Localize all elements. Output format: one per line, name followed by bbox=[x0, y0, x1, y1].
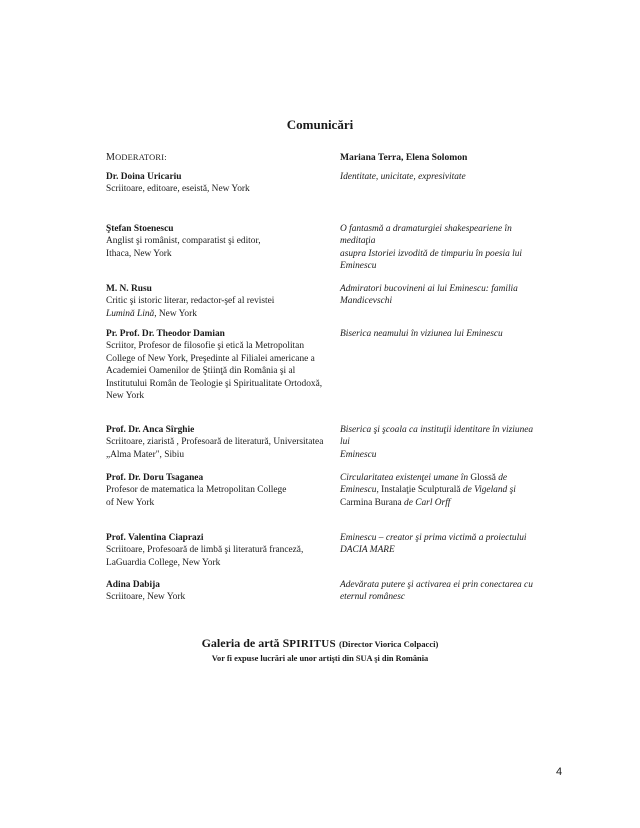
talk-title-line: Admiratori bucovineni ai lui Eminescu: familia bbox=[340, 284, 518, 294]
speaker-name: Dr. Doina Uricariu bbox=[106, 172, 182, 182]
page-number: 4 bbox=[556, 766, 563, 778]
gallery-brand-initial: S bbox=[282, 636, 290, 650]
speaker-ciaprazi bbox=[106, 532, 336, 569]
speaker-affiliation: Academiei Oamenilor de Ştiinţă din România şi al bbox=[106, 366, 296, 377]
speaker-affiliation: Scriitoare, ziaristă , Profesoară de literatură, Universitatea bbox=[106, 437, 324, 448]
talk-work-title: Instalaţie Sculpturală bbox=[381, 485, 461, 496]
talk-rusu bbox=[340, 283, 540, 308]
talk-damian bbox=[340, 328, 540, 340]
talk-title-line: asupra Istoriei izvodită de timpuriu în poesia lui bbox=[340, 248, 523, 259]
talk-text: de Vigeland şi bbox=[460, 485, 516, 496]
speaker-name: Prof. Dr. Anca Sîrghie bbox=[106, 425, 195, 435]
speaker-affiliation: Scriitoare, New York bbox=[106, 592, 186, 603]
talk-text: Circularitatea existenţei umane în bbox=[340, 473, 471, 483]
speaker-affiliation: Scriitoare, Profesoară de limbă şi literatură franceză, bbox=[106, 545, 304, 556]
speaker-affiliation: New York bbox=[106, 391, 145, 402]
talk-title-line: DACIA MARE bbox=[340, 545, 395, 556]
speaker-uricariu bbox=[106, 171, 336, 196]
speaker-affiliation: Ithaca, New York bbox=[106, 248, 172, 259]
speaker-rusu bbox=[106, 283, 336, 320]
moderators-label-rest: ODERATORI: bbox=[115, 153, 167, 162]
talk-uricariu bbox=[340, 171, 540, 183]
gallery-title bbox=[0, 636, 640, 651]
speaker-affiliation: of New York bbox=[106, 497, 155, 508]
talk-dabija bbox=[340, 579, 540, 604]
speaker-damian bbox=[106, 328, 338, 402]
gallery-title-text: Galeria de artă bbox=[201, 636, 283, 650]
speaker-stoenescu bbox=[106, 223, 336, 260]
moderators-names: Mariana Terra, Elena Solomon bbox=[340, 152, 468, 163]
talk-title-line: Eminescu – creator şi prima victimă a proiectului bbox=[340, 533, 527, 543]
speaker-tsaganea bbox=[106, 472, 336, 509]
speaker-affiliation bbox=[106, 308, 336, 320]
speaker-name: Pr. Prof. Dr. Theodor Damian bbox=[106, 329, 225, 339]
speaker-affiliation: „Alma Mater", Sibiu bbox=[106, 449, 185, 460]
speaker-affiliation: Anglist şi românist, comparatist şi editor, bbox=[106, 236, 261, 247]
talk-tsaganea bbox=[340, 472, 540, 509]
talk-title-line: eternul românesc bbox=[340, 592, 406, 603]
talk-title-line bbox=[340, 472, 540, 484]
speaker-affiliation: Profesor de matematica la Metropolitan College bbox=[106, 485, 287, 496]
gallery-subtitle: Vor fi expuse lucrări ale unor artişti din SUA şi din România bbox=[211, 654, 429, 663]
talk-title-line: Identitate, unicitate, expresivitate bbox=[340, 172, 466, 182]
talk-work-title: Carmina Burana bbox=[340, 497, 402, 508]
speaker-name: Ştefan Stoenescu bbox=[106, 224, 174, 234]
talk-title-line: Eminescu bbox=[340, 261, 377, 272]
speaker-affiliation: Scriitoare, editoare, eseistă, New York bbox=[106, 184, 250, 195]
talk-title-line: Biserica neamului în viziunea lui Eminescu bbox=[340, 329, 503, 339]
speaker-affiliation: Scriitor, Profesor de filosofie şi etică la Metropolitan bbox=[106, 341, 305, 352]
page-title: Comunicări bbox=[286, 117, 354, 132]
speaker-affiliation: Critic şi istoric literar, redactor-şef al revistei bbox=[106, 296, 275, 307]
talk-title-line: Adevărata putere şi activarea ei prin conectarea cu bbox=[340, 580, 533, 590]
speaker-dabija bbox=[106, 579, 336, 604]
talk-ciaprazi bbox=[340, 532, 540, 557]
moderators-label bbox=[106, 152, 167, 163]
talk-text: de bbox=[495, 473, 508, 483]
speaker-affiliation: Institutului Român de Teologie şi Spiritualitate Ortodoxă, bbox=[106, 378, 323, 389]
gallery-director: (Director Viorica Colpacci) bbox=[338, 639, 439, 649]
talk-title-line bbox=[340, 497, 540, 509]
speaker-affiliation: LaGuardia College, New York bbox=[106, 557, 221, 568]
speaker-name: M. N. Rusu bbox=[106, 284, 152, 294]
talk-text: de Carl Orff bbox=[401, 497, 451, 508]
talk-sirghie bbox=[340, 424, 540, 461]
magazine-name: Lumină Lină bbox=[106, 308, 155, 319]
speaker-name: Adina Dabija bbox=[106, 580, 160, 590]
speaker-sirghie bbox=[106, 424, 338, 461]
speaker-name: Prof. Valentina Ciaprazi bbox=[106, 533, 204, 543]
moderators-label-initial: M bbox=[106, 152, 116, 163]
talk-stoenescu bbox=[340, 223, 540, 273]
magazine-location: , New York bbox=[154, 308, 197, 319]
talk-title-line: Biserica şi şcoala ca instituţii identitare în viziunea lui bbox=[340, 425, 534, 448]
talk-title-line: O fantasmă a dramaturgiei shakespeariene în meditaţia bbox=[340, 224, 512, 247]
speaker-name: Prof. Dr. Doru Tsaganea bbox=[106, 473, 204, 483]
talk-work-title: Glossă bbox=[470, 473, 496, 483]
talk-title-line: Eminescu bbox=[340, 449, 377, 460]
talk-title-line bbox=[340, 484, 540, 496]
gallery-brand-rest: PIRITUS bbox=[289, 638, 336, 650]
talk-text: Eminescu, bbox=[340, 485, 382, 496]
talk-title-line: Mandicevschi bbox=[340, 296, 393, 307]
speaker-affiliation: College of New York, Preşedinte al Filialei americane a bbox=[106, 353, 315, 364]
